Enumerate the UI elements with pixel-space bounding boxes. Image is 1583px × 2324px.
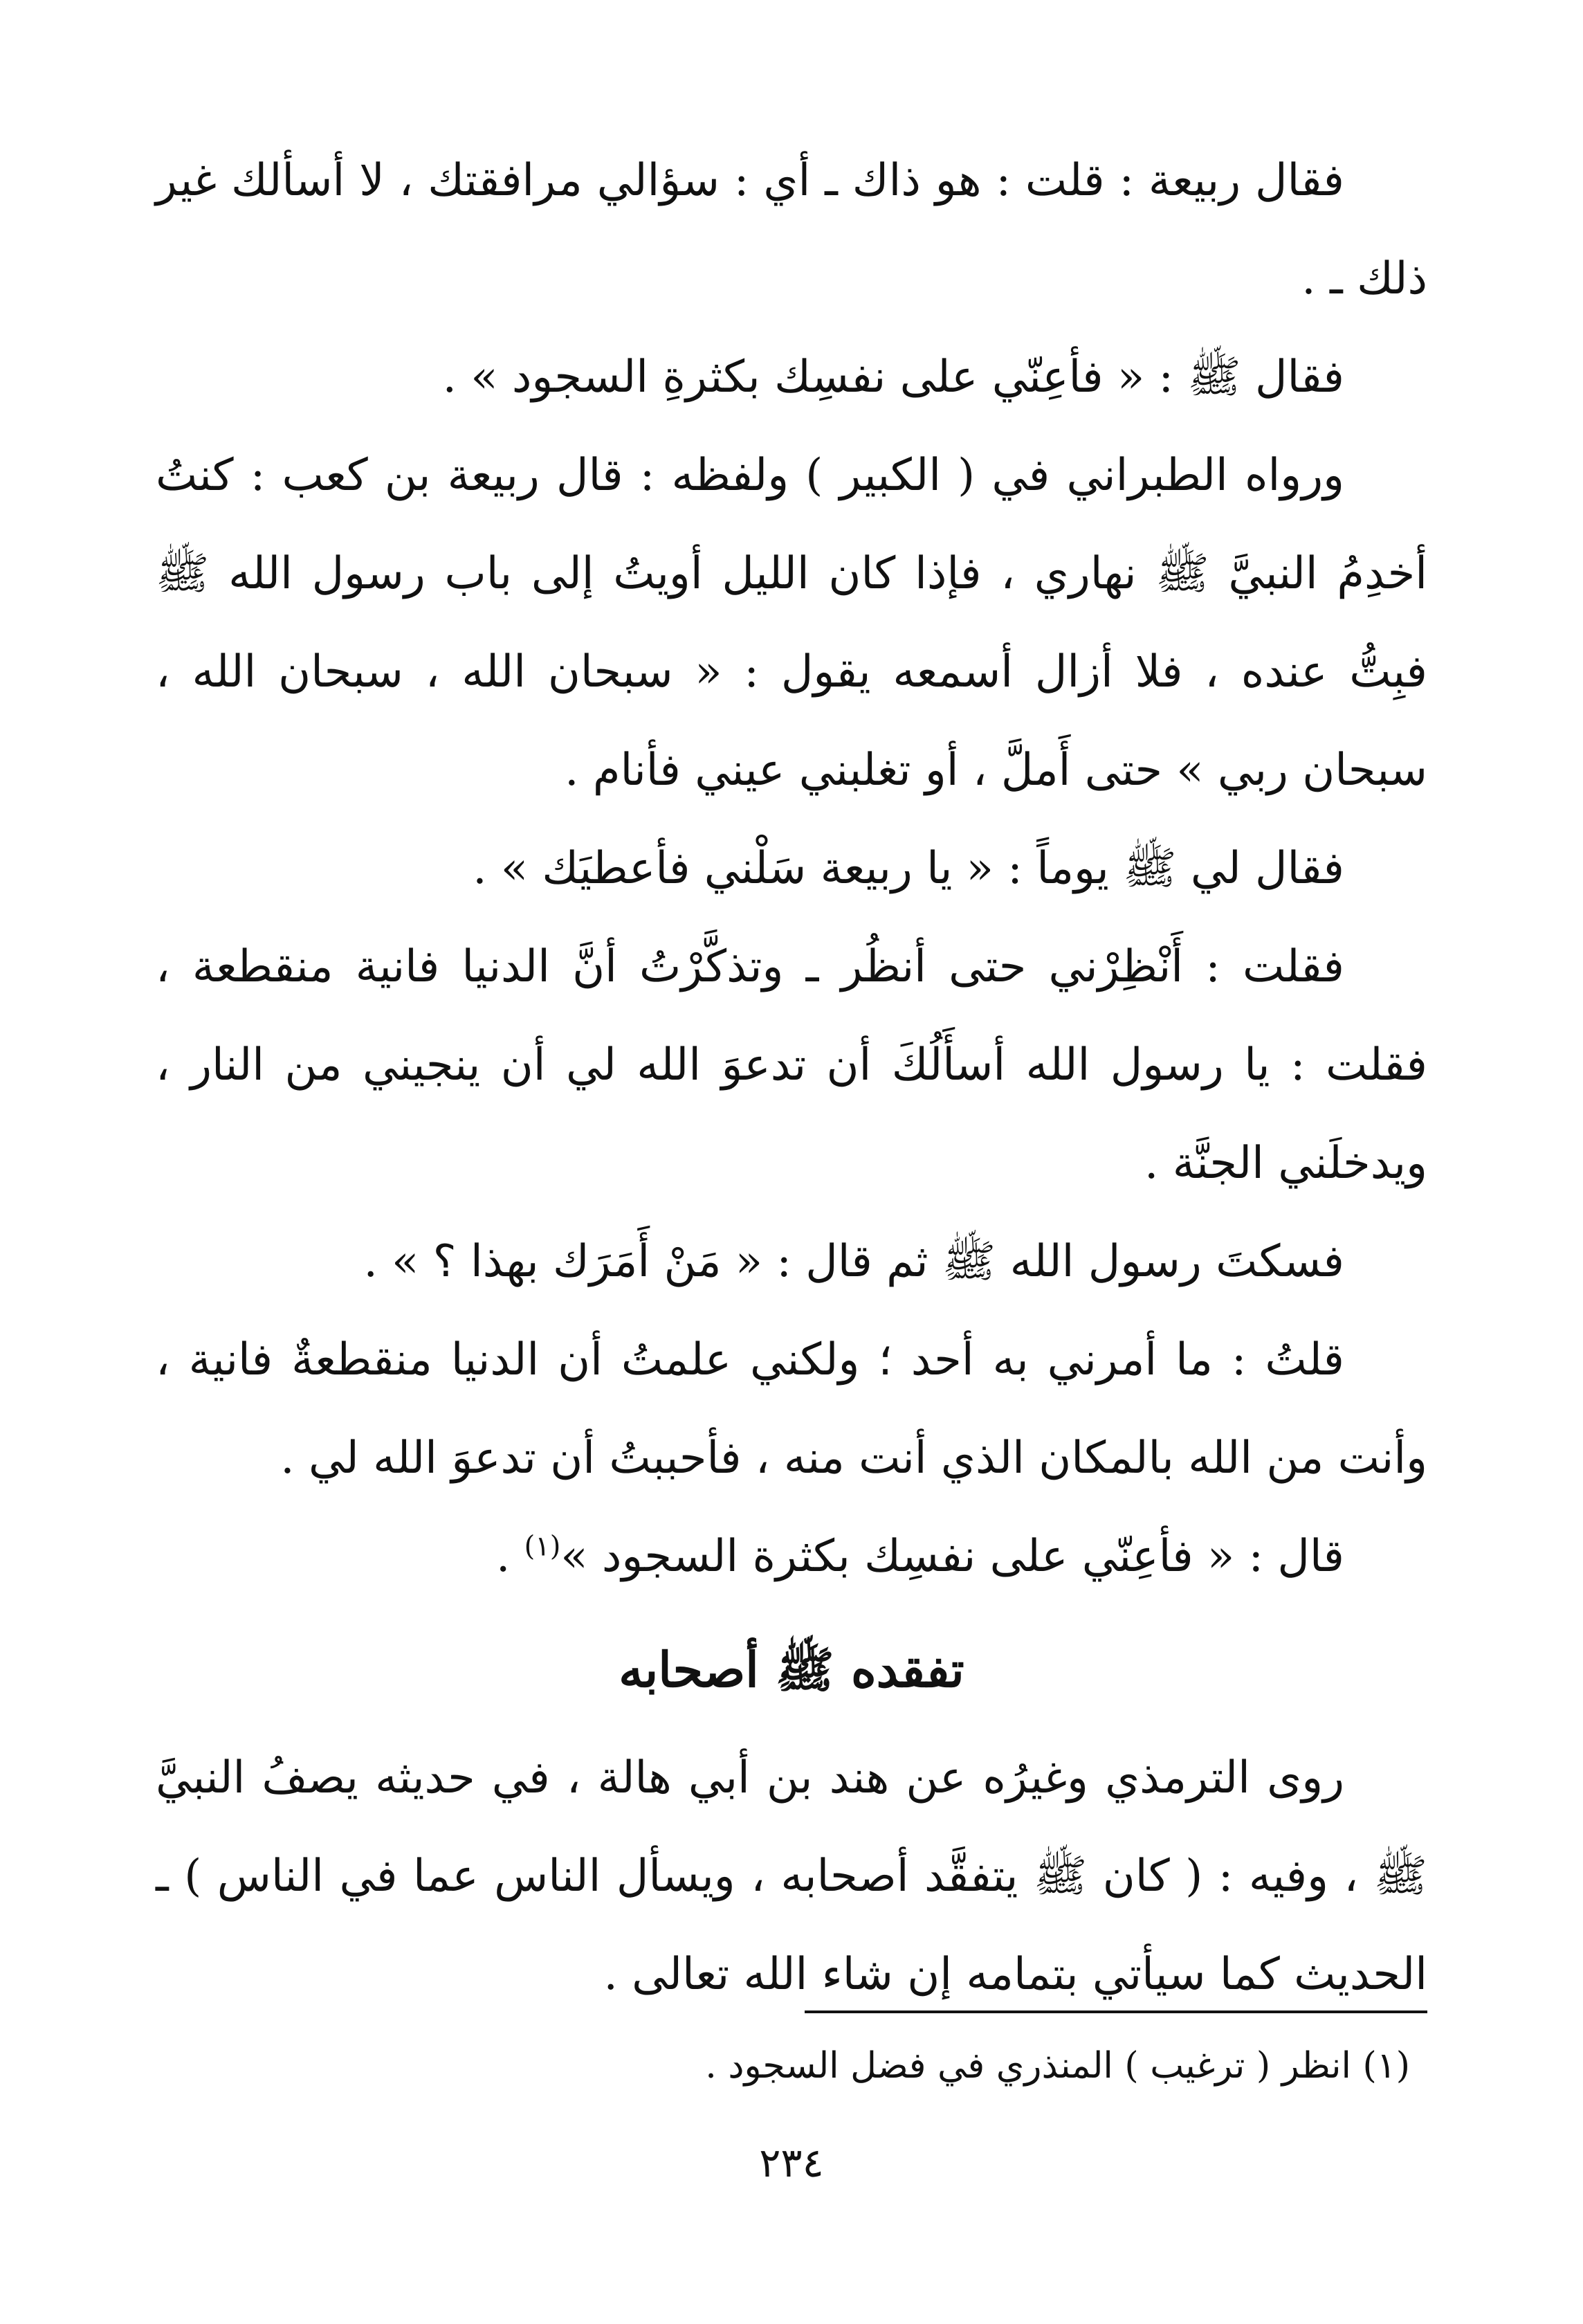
footnote: (١) انظر ( ترغيب ) المنذري في فضل السجود . — [705, 2045, 1410, 2087]
footnote-reference: (١) — [524, 1530, 561, 1563]
final-quote-end: . — [495, 1531, 524, 1582]
paragraph-final-quote — [156, 1507, 1427, 1606]
final-quote-text: قال : « فأعِنّي على نفسِك بكثرة السجود » — [560, 1531, 1344, 1582]
paragraph-rabia-reply: فقال ربيعة : قلت : هو ذاك ـ أي : سؤالي مرافقتك ، لا أسألك غير ذلك ـ . — [156, 155, 1427, 305]
footnote-divider — [805, 2010, 1427, 2013]
paragraph-ask-me: فقال لي ﷺ يوماً : « يا ربيعة سَلْني فأعطيَك » . — [473, 843, 1344, 894]
paragraph-request: فقلت : أَنْظِرْني حتى أنظُر ـ وتذكَّرْتُ أنَّ الدنيا فانية منقطعة ، فقلت : يا رسول الله أسأَلُكَ أن تدعوَ الله لي أن ينجيني من النار ، ويدخلَني الجنَّة . — [156, 941, 1428, 1189]
page-number: ٢٣٤ — [759, 2139, 824, 2186]
paragraph-tabarani-narration: ورواه الطبراني في ( الكبير ) ولفظه : قال ربيعة بن كعب : كنتُ أخدِمُ النبيَّ ﷺ نهاري ، فإذا كان الليل أويتُ إلى باب رسول الله ﷺ فبِتُّ عنده ، فلا أزال أسمعه يقول : « سبحان الله ، سبحان الله ، سبحان ربي » حتى أَملَّ ، أو تغلبني عيني فأنام . — [156, 450, 1428, 796]
paragraph-prophet-answer: فقال ﷺ : « فأعِنّي على نفسِك بكثرةِ السجود » . — [442, 352, 1344, 403]
paragraph-rabia-explains: قلتُ : ما أمرني به أحد ؛ ولكني علمتُ أن الدنيا منقطعةٌ فانية ، وأنت من الله بالمكان الذي أنت منه ، فأحببتُ أن تدعوَ الله لي . — [156, 1334, 1427, 1484]
paragraph-who-ordered: فسكتَ رسول الله ﷺ ثم قال : « مَنْ أَمَرَك بهذا ؟ » . — [363, 1236, 1344, 1287]
section-heading: تفقده ﷺ أصحابه — [619, 1641, 964, 1698]
paragraph-tirmidhi: روى الترمذي وغيرُه عن هند بن أبي هالة ، في حديثه يصفُ النبيَّ ﷺ ، وفيه : ( كان ﷺ يتفقَّد أصحابه ، ويسأل الناس عما في الناس ) ـ الحديث كما سيأتي بتمامه إن شاء الله تعالى . — [156, 1752, 1427, 2000]
main-text — [156, 131, 1427, 2024]
